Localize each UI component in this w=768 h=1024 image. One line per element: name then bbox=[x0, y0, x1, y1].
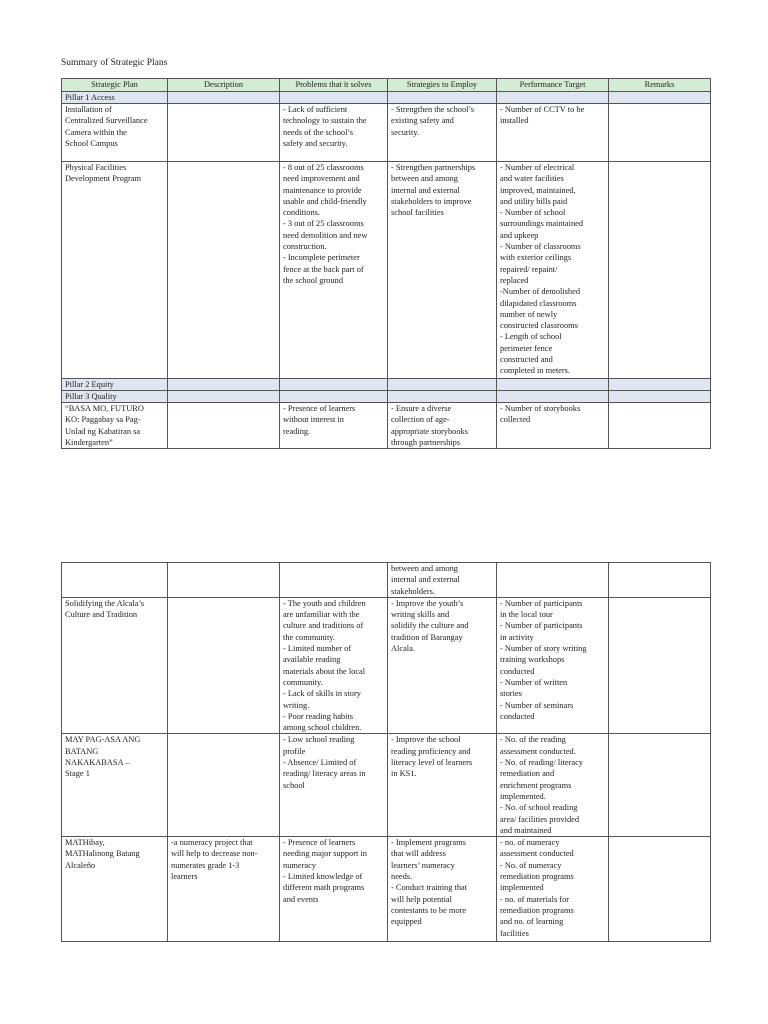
cell-line: that will address bbox=[391, 849, 446, 859]
cell-line: and events bbox=[283, 894, 319, 904]
description-cell bbox=[168, 104, 280, 162]
cell-line: - Strengthen the school’s bbox=[391, 105, 475, 114]
cell-line: replaced bbox=[500, 275, 529, 285]
cell-line: existing safety and bbox=[391, 116, 454, 126]
cell-line: remediation programs bbox=[500, 872, 574, 882]
cell-line: MATHibay, bbox=[65, 838, 105, 848]
cell-line: between and among bbox=[391, 174, 458, 184]
table-row bbox=[62, 734, 711, 837]
cell-line: community. bbox=[283, 677, 323, 687]
cell-line: - Number of participants bbox=[500, 598, 583, 608]
cell-line: constructed classrooms bbox=[500, 321, 578, 331]
document-title: Summary of Strategic Plans bbox=[61, 58, 168, 68]
performance-target-cell bbox=[497, 597, 609, 734]
strategies-cell bbox=[388, 104, 497, 162]
header-row bbox=[62, 79, 711, 92]
remarks-cell bbox=[609, 403, 711, 449]
cell-line: construction. bbox=[283, 242, 327, 252]
cell-line: security. bbox=[391, 127, 420, 137]
strategies-cell bbox=[388, 734, 497, 837]
cell-line: Alcala. bbox=[391, 644, 415, 654]
table-row bbox=[62, 403, 711, 449]
cell-line: available reading bbox=[283, 655, 341, 665]
cell-line: in activity bbox=[500, 632, 534, 642]
header-description: Description bbox=[168, 79, 280, 92]
cell-line: - Absence/ Limited of bbox=[283, 758, 357, 768]
cell-line: Installation of bbox=[65, 105, 112, 114]
header-problems: Problems that it solves bbox=[280, 79, 388, 92]
table-row bbox=[62, 162, 711, 379]
cell-line: number of newly bbox=[500, 309, 558, 319]
cell-line: Unlad ng Kabatiran sa bbox=[65, 426, 141, 436]
cell-line: - Number of participants bbox=[500, 621, 583, 631]
cell-line: Alcaleño bbox=[65, 860, 96, 870]
cell-line: - Incomplete perimeter bbox=[283, 253, 360, 263]
cell-line: - Number of school bbox=[500, 208, 566, 218]
header-performance-target: Performance Target bbox=[497, 79, 609, 92]
cell-line: technology to sustain the bbox=[283, 116, 367, 126]
cell-line: - Limited knowledge of bbox=[283, 872, 363, 882]
cell-line: Physical Facilities bbox=[65, 163, 127, 172]
description-cell bbox=[168, 837, 280, 942]
strategic-plan-cell bbox=[62, 563, 168, 598]
problems-cell bbox=[280, 162, 388, 379]
cell-line: “BASA MO, FUTURO bbox=[65, 404, 144, 413]
cell-line: -a numeracy project that bbox=[171, 838, 253, 848]
strategic-plan-cell bbox=[62, 734, 168, 837]
cell-line: collected bbox=[500, 415, 531, 425]
cell-line: - No. of numeracy bbox=[500, 860, 562, 870]
pillar-label: Pillar 2 Equity bbox=[62, 379, 168, 391]
cell-line: - Presence of learners bbox=[283, 838, 356, 848]
cell-line: - 3 out of 25 classrooms bbox=[283, 219, 364, 229]
cell-line: Solidifying the Alcala’s bbox=[65, 598, 145, 608]
problems-cell bbox=[280, 597, 388, 734]
strategies-cell bbox=[388, 837, 497, 942]
cell-line: dilapidated classrooms bbox=[500, 298, 577, 308]
cell-line: surroundings maintained bbox=[500, 219, 584, 229]
strategies-cell bbox=[388, 597, 497, 734]
cell-line: Stage 1 bbox=[65, 769, 90, 779]
performance-target-cell bbox=[497, 403, 609, 449]
cell-line: - Poor reading habits bbox=[283, 711, 354, 721]
cell-line: internal and external bbox=[391, 575, 460, 585]
cell-line: the community. bbox=[283, 632, 336, 642]
header-strategies: Strategies to Employ bbox=[388, 79, 497, 92]
problems-cell bbox=[280, 563, 388, 598]
cell-line: area/ facilities provided bbox=[500, 814, 580, 824]
cell-line: - Length of school bbox=[500, 332, 562, 342]
cell-line: learners’ numeracy bbox=[391, 860, 455, 870]
cell-line: appropriate storybooks bbox=[391, 426, 468, 436]
cell-line: - Number of storybooks bbox=[500, 404, 581, 413]
cell-line: in KS1. bbox=[391, 769, 417, 779]
remarks-cell bbox=[609, 597, 711, 734]
remarks-cell bbox=[609, 162, 711, 379]
cell-line: Kindergarten” bbox=[65, 437, 113, 447]
cell-line: remediation programs bbox=[500, 905, 574, 915]
cell-line: different math programs bbox=[283, 883, 365, 893]
pillar-row-equity bbox=[62, 379, 711, 391]
cell-line: the school ground bbox=[283, 275, 344, 285]
table-row bbox=[62, 563, 711, 598]
cell-line: - No. of the reading bbox=[500, 735, 566, 745]
pillar-row-quality bbox=[62, 391, 711, 403]
cell-line: solidify the culture and bbox=[391, 621, 469, 631]
cell-line: BATANG bbox=[65, 746, 99, 756]
cell-line: between and among bbox=[391, 564, 458, 573]
performance-target-cell bbox=[497, 563, 609, 598]
cell-line: numeracy bbox=[283, 860, 317, 870]
cell-line: -Number of demolished bbox=[500, 287, 581, 297]
description-cell bbox=[168, 734, 280, 837]
cell-line: tradition of Barangay bbox=[391, 632, 463, 642]
cell-line: implemented. bbox=[500, 791, 546, 801]
cell-line: reading. bbox=[283, 426, 311, 436]
cell-line: writing skills and bbox=[391, 610, 450, 620]
cell-line: numerates grade 1-3 bbox=[171, 860, 240, 870]
header-remarks: Remarks bbox=[609, 79, 711, 92]
cell-line: and maintained bbox=[500, 825, 552, 835]
cell-line: - No. of reading/ literacy bbox=[500, 758, 584, 768]
cell-line: school bbox=[283, 780, 305, 790]
problems-cell bbox=[280, 403, 388, 449]
header-strategic-plan: Strategic Plan bbox=[62, 79, 168, 92]
cell-line: without interest in bbox=[283, 415, 344, 425]
cell-line: culture and traditions of bbox=[283, 621, 364, 631]
cell-line: completed in meters. bbox=[500, 366, 571, 376]
cell-line: stakeholders to improve bbox=[391, 196, 472, 206]
cell-line: are unfamiliar with the bbox=[283, 610, 360, 620]
pillar-row-access bbox=[62, 92, 711, 104]
table-row bbox=[62, 837, 711, 942]
strategies-cell bbox=[388, 563, 497, 598]
cell-line: - Lack of sufficient bbox=[283, 105, 348, 114]
cell-line: MATHalinong Batang bbox=[65, 849, 140, 859]
cell-line: need improvement and bbox=[283, 174, 360, 184]
pillar-label: Pillar 3 Quality bbox=[62, 391, 168, 403]
cell-line: needing major support in bbox=[283, 849, 367, 859]
cell-line: with exterior ceilings bbox=[500, 253, 572, 263]
cell-line: - Improve the youth’s bbox=[391, 598, 464, 608]
cell-line: constructed and bbox=[500, 355, 553, 365]
cell-line: implemented bbox=[500, 883, 544, 893]
cell-line: Centralized Surveillance bbox=[65, 116, 148, 126]
cell-line: conducted bbox=[500, 711, 535, 721]
cell-line: internal and external bbox=[391, 185, 460, 195]
cell-line: literacy level of learners bbox=[391, 758, 473, 768]
cell-line: - The youth and children bbox=[283, 598, 366, 608]
problems-cell bbox=[280, 734, 388, 837]
pillar-label: Pillar 1 Access bbox=[62, 92, 168, 104]
cell-line: and no. of learning bbox=[500, 917, 564, 927]
cell-line: - Number of CCTV to be bbox=[500, 105, 585, 114]
cell-line: stories bbox=[500, 689, 522, 699]
cell-line: and upkeep bbox=[500, 230, 539, 240]
cell-line: needs of the school’s bbox=[283, 127, 354, 137]
cell-line: assessment conducted bbox=[500, 849, 574, 859]
cell-line: - Implement programs bbox=[391, 838, 466, 848]
cell-line: - no. of numeracy bbox=[500, 838, 560, 848]
problems-cell bbox=[280, 837, 388, 942]
performance-target-cell bbox=[497, 837, 609, 942]
cell-line: writing. bbox=[283, 700, 310, 710]
cell-line: - No. of school reading bbox=[500, 803, 578, 813]
cell-line: assessment conducted. bbox=[500, 746, 576, 756]
strategic-plan-cell bbox=[62, 403, 168, 449]
cell-line: and water facilities bbox=[500, 174, 564, 184]
performance-target-cell bbox=[497, 162, 609, 379]
cell-line: and utility bills paid bbox=[500, 196, 568, 206]
cell-line: school facilities bbox=[391, 208, 444, 218]
strategies-cell bbox=[388, 162, 497, 379]
cell-line: maintenance to provide bbox=[283, 185, 362, 195]
description-cell bbox=[168, 597, 280, 734]
strategic-plan-cell bbox=[62, 837, 168, 942]
cell-line: NAKAKABASA – bbox=[65, 758, 130, 768]
description-cell bbox=[168, 403, 280, 449]
cell-line: KO: Paggabay sa Pag- bbox=[65, 415, 141, 425]
cell-line: reading proficiency and bbox=[391, 746, 471, 756]
cell-line: - no. of materials for bbox=[500, 894, 570, 904]
cell-line: contestants to be more bbox=[391, 905, 467, 915]
cell-line: safety and security. bbox=[283, 138, 348, 148]
cell-line: materials about the local bbox=[283, 666, 366, 676]
remarks-cell bbox=[609, 734, 711, 837]
strategic-plan-cell bbox=[62, 597, 168, 734]
strategic-plans-table-page-2 bbox=[61, 562, 711, 942]
problems-cell bbox=[280, 104, 388, 162]
cell-line: improved, maintained, bbox=[500, 185, 576, 195]
cell-line: - Low school reading bbox=[283, 735, 355, 745]
cell-line: equipped bbox=[391, 917, 422, 927]
cell-line: repaired/ repaint/ bbox=[500, 264, 558, 274]
cell-line: installed bbox=[500, 116, 529, 126]
remarks-cell bbox=[609, 563, 711, 598]
cell-line: stakeholders. bbox=[391, 586, 435, 596]
cell-line: collection of age- bbox=[391, 415, 450, 425]
cell-line: Camera within the bbox=[65, 127, 127, 137]
cell-line: - 8 out of 25 classrooms bbox=[283, 163, 364, 172]
remarks-cell bbox=[609, 837, 711, 942]
table-row bbox=[62, 597, 711, 734]
cell-line: reading/ literacy areas in bbox=[283, 769, 366, 779]
cell-line: training workshops bbox=[500, 655, 565, 665]
cell-line: - Number of seminars bbox=[500, 700, 574, 710]
cell-line: needs. bbox=[391, 872, 413, 882]
strategic-plans-table-page-1 bbox=[61, 78, 711, 449]
cell-line: through partnerships bbox=[391, 437, 461, 447]
performance-target-cell bbox=[497, 734, 609, 837]
cell-line: in the local tour bbox=[500, 610, 553, 620]
cell-line: School Campus bbox=[65, 138, 118, 148]
description-cell bbox=[168, 563, 280, 598]
cell-line: Culture and Tradition bbox=[65, 610, 138, 620]
cell-line: - Improve the school bbox=[391, 735, 461, 745]
cell-line: facilities bbox=[500, 928, 529, 938]
cell-line: learners bbox=[171, 872, 198, 882]
cell-line: - Lack of skills in story bbox=[283, 689, 361, 699]
description-cell bbox=[168, 162, 280, 379]
cell-line: perimeter fence bbox=[500, 343, 553, 353]
cell-line: fence at the back part of bbox=[283, 264, 364, 274]
remarks-cell bbox=[609, 104, 711, 162]
cell-line: - Ensure a diverse bbox=[391, 404, 452, 413]
cell-line: usable and child-friendly bbox=[283, 196, 367, 206]
cell-line: - Limited number of bbox=[283, 644, 352, 654]
cell-line: - Conduct training that bbox=[391, 883, 468, 893]
performance-target-cell bbox=[497, 104, 609, 162]
cell-line: need demolition and new bbox=[283, 230, 368, 240]
table-row bbox=[62, 104, 711, 162]
strategic-plan-cell bbox=[62, 104, 168, 162]
cell-line: conducted bbox=[500, 666, 535, 676]
cell-line: MAY PAG-ASA ANG bbox=[65, 735, 141, 745]
cell-line: will help potential bbox=[391, 894, 452, 904]
cell-line: - Presence of learners bbox=[283, 404, 356, 413]
cell-line: - Number of classrooms bbox=[500, 242, 581, 252]
cell-line: will help to decrease non- bbox=[171, 849, 258, 859]
strategic-plan-cell bbox=[62, 162, 168, 379]
cell-line: profile bbox=[283, 746, 306, 756]
cell-line: conditions. bbox=[283, 208, 320, 218]
strategies-cell bbox=[388, 403, 497, 449]
cell-line: among school children. bbox=[283, 723, 362, 733]
cell-line: enrichment programs bbox=[500, 780, 572, 790]
cell-line: - Strengthen partnerships bbox=[391, 163, 476, 172]
cell-line: remediation and bbox=[500, 769, 555, 779]
cell-line: - Number of story writing bbox=[500, 644, 587, 654]
cell-line: - Number of written bbox=[500, 677, 568, 687]
cell-line: Development Program bbox=[65, 174, 142, 184]
cell-line: - Number of electrical bbox=[500, 163, 575, 172]
